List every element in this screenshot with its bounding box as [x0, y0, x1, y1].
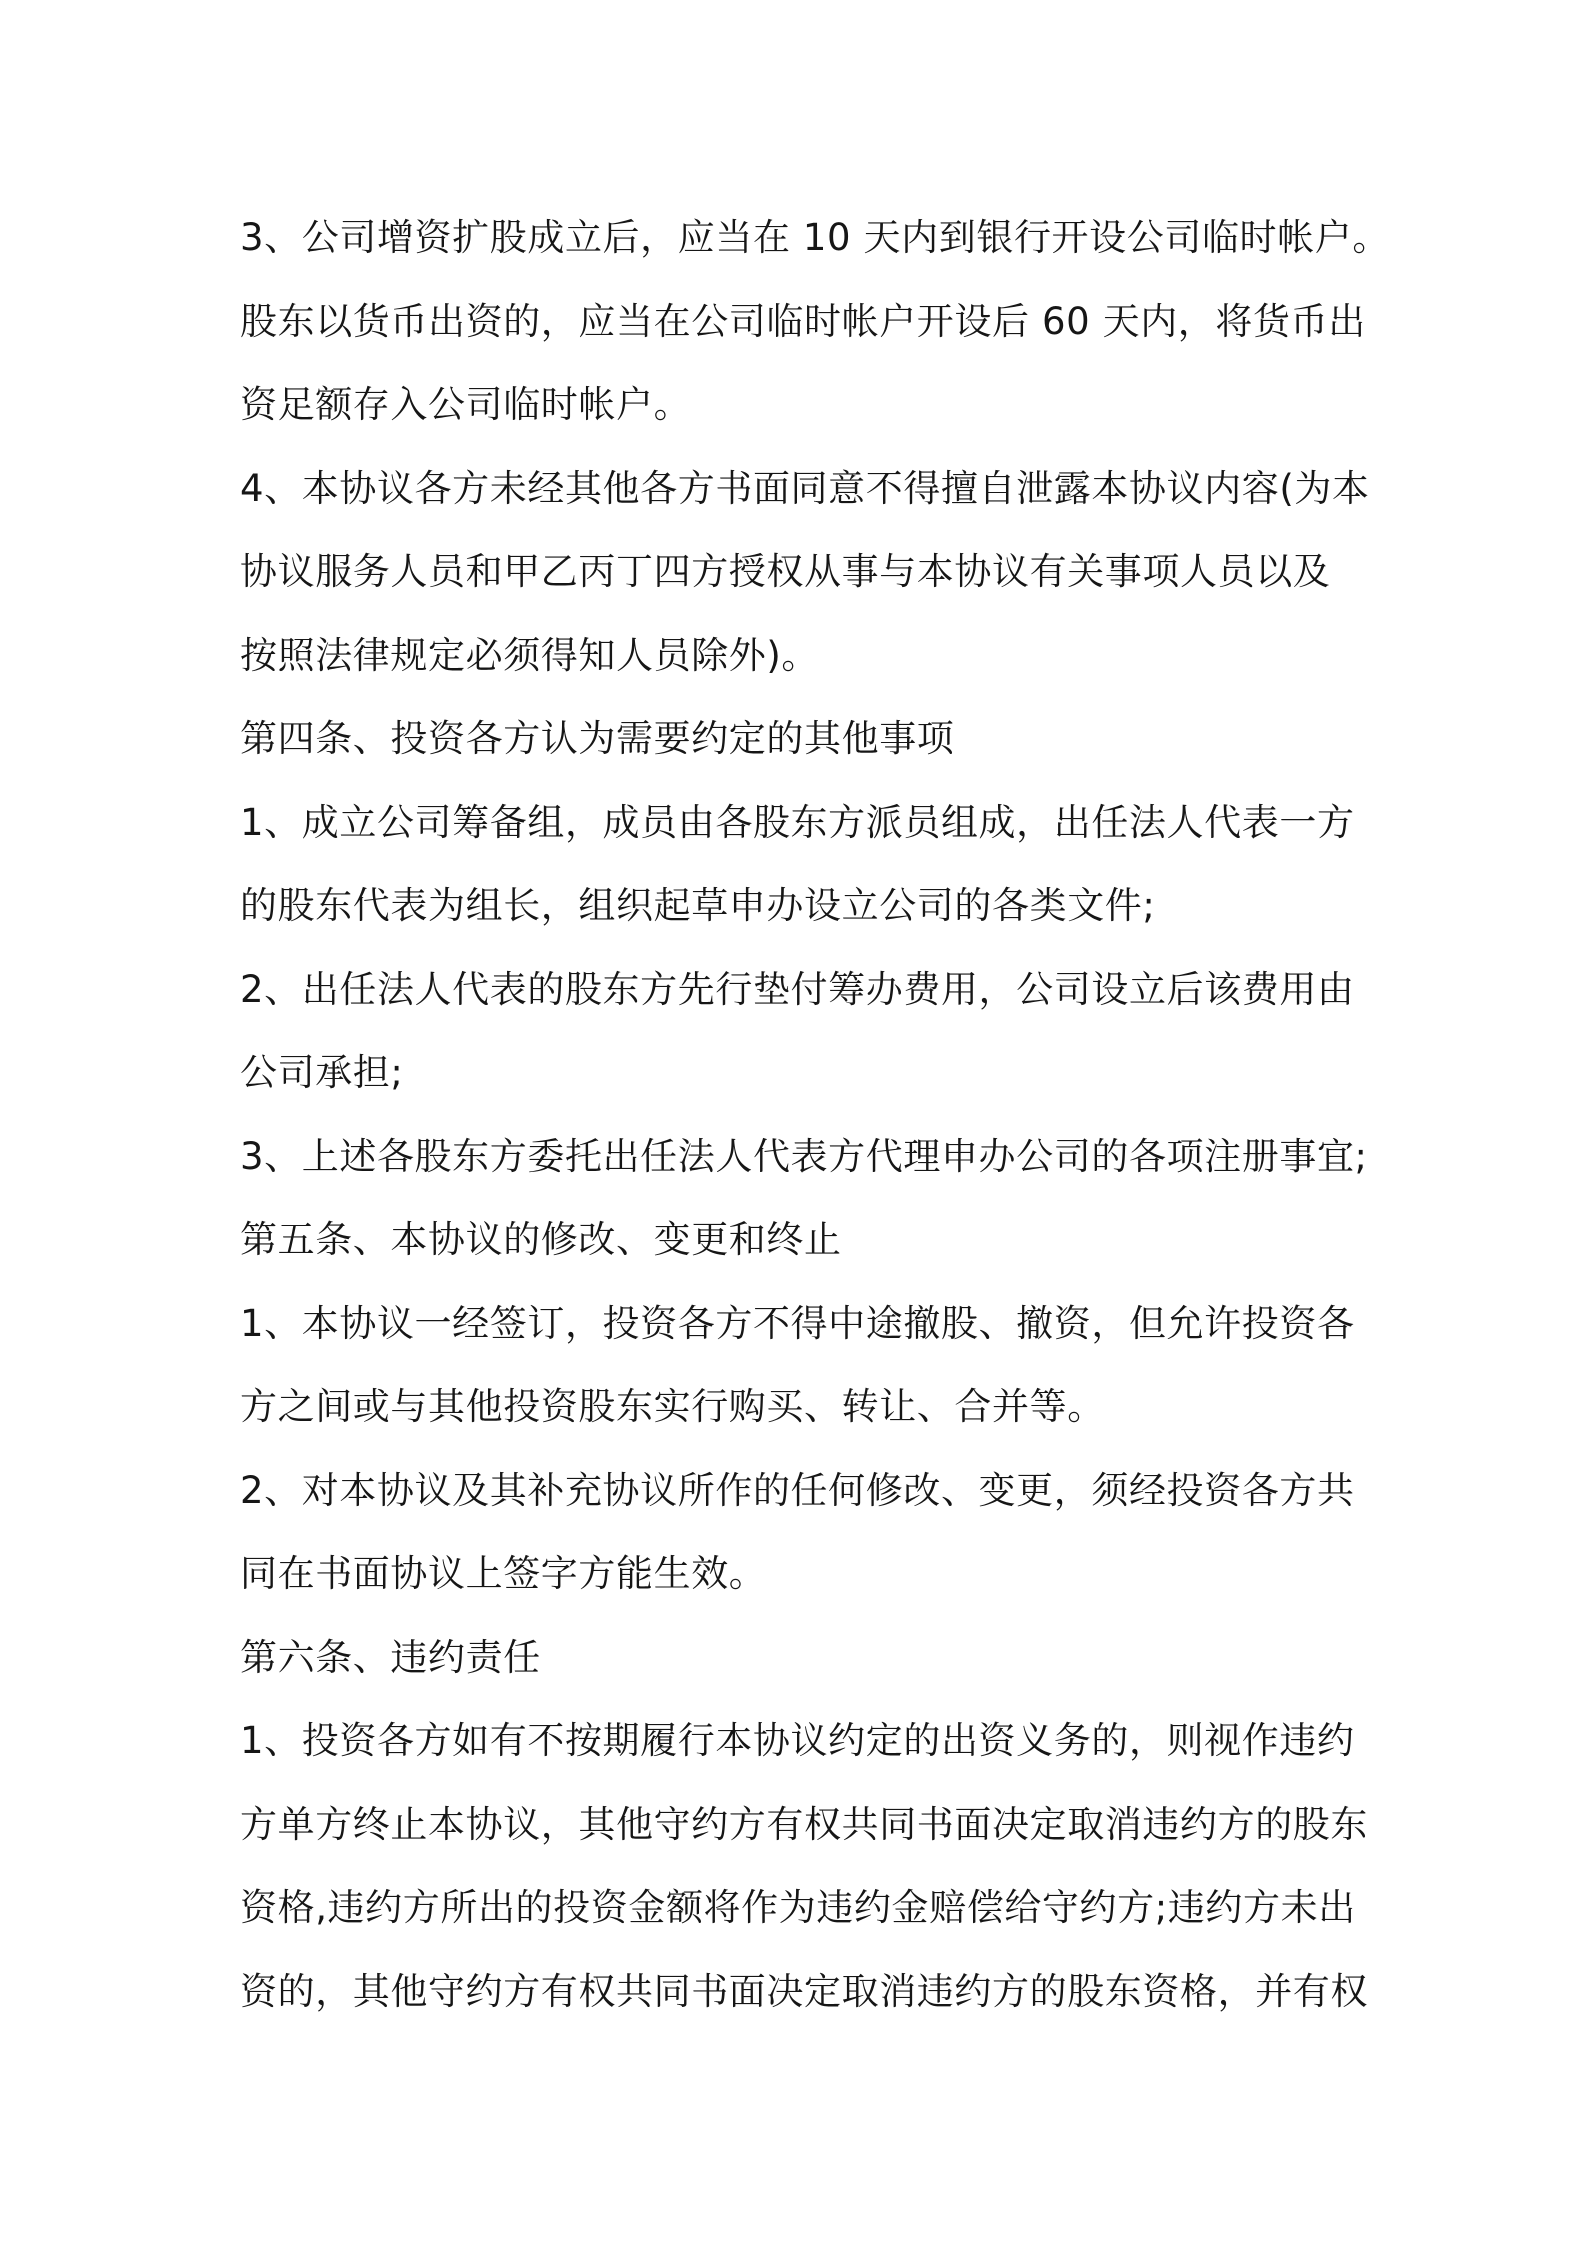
text-line: 3、上述各股东方委托出任法人代表方代理申办公司的各项注册事宜;	[240, 1134, 1368, 1178]
text-line: 4、本协议各方未经其他各方书面同意不得擅自泄露本协议内容(为本	[240, 466, 1370, 510]
text-line: 的股东代表为组长，组织起草申办设立公司的各类文件;	[240, 884, 1156, 927]
section-heading: 第四条、投资各方认为需要约定的其他事项	[240, 717, 955, 760]
text-line: 1、投资各方如有不按期履行本协议约定的出资义务的，则视作违约	[240, 1719, 1355, 1762]
text-line: 3、公司增资扩股成立后，应当在 10 天内到银行开设公司临时帐户。	[240, 216, 1390, 259]
text-line: 股东以货币出资的，应当在公司临时帐户开设后 60 天内，将货币出	[240, 299, 1366, 343]
text-line: 资足额存入公司临时帐户。	[240, 383, 692, 426]
text-line: 公司承担;	[240, 1051, 404, 1094]
text-line: 2、出任法人代表的股东方先行垫付筹办费用，公司设立后该费用由	[240, 967, 1355, 1011]
section-heading: 第五条、本协议的修改、变更和终止	[240, 1218, 842, 1261]
text-line: 2、对本协议及其补充协议所作的任何修改、变更，须经投资各方共	[240, 1468, 1355, 1512]
text-line: 1、本协议一经签订，投资各方不得中途撤股、撤资，但允许投资各	[240, 1301, 1355, 1345]
text-line: 方单方终止本协议，其他守约方有权共同书面决定取消违约方的股东	[240, 1802, 1368, 1846]
text-line: 1、成立公司筹备组，成员由各股东方派员组成，出任法人代表一方	[240, 800, 1355, 844]
text-line: 按照法律规定必须得知人员除外)。	[240, 633, 820, 677]
document-body	[240, 196, 1390, 2033]
text-line: 同在书面协议上签字方能生效。	[240, 1552, 767, 1595]
text-line: 方之间或与其他投资股东实行购买、转让、合并等。	[240, 1385, 1105, 1428]
text-line: 协议服务人员和甲乙丙丁四方授权从事与本协议有关事项人员以及	[240, 550, 1331, 593]
text-line: 资的，其他守约方有权共同书面决定取消违约方的股东资格，并有权	[240, 1969, 1368, 2013]
section-heading: 第六条、违约责任	[240, 1635, 541, 1679]
text-line: 资格,违约方所出的投资金额将作为违约金赔偿给守约方;违约方未出	[240, 1886, 1356, 1929]
